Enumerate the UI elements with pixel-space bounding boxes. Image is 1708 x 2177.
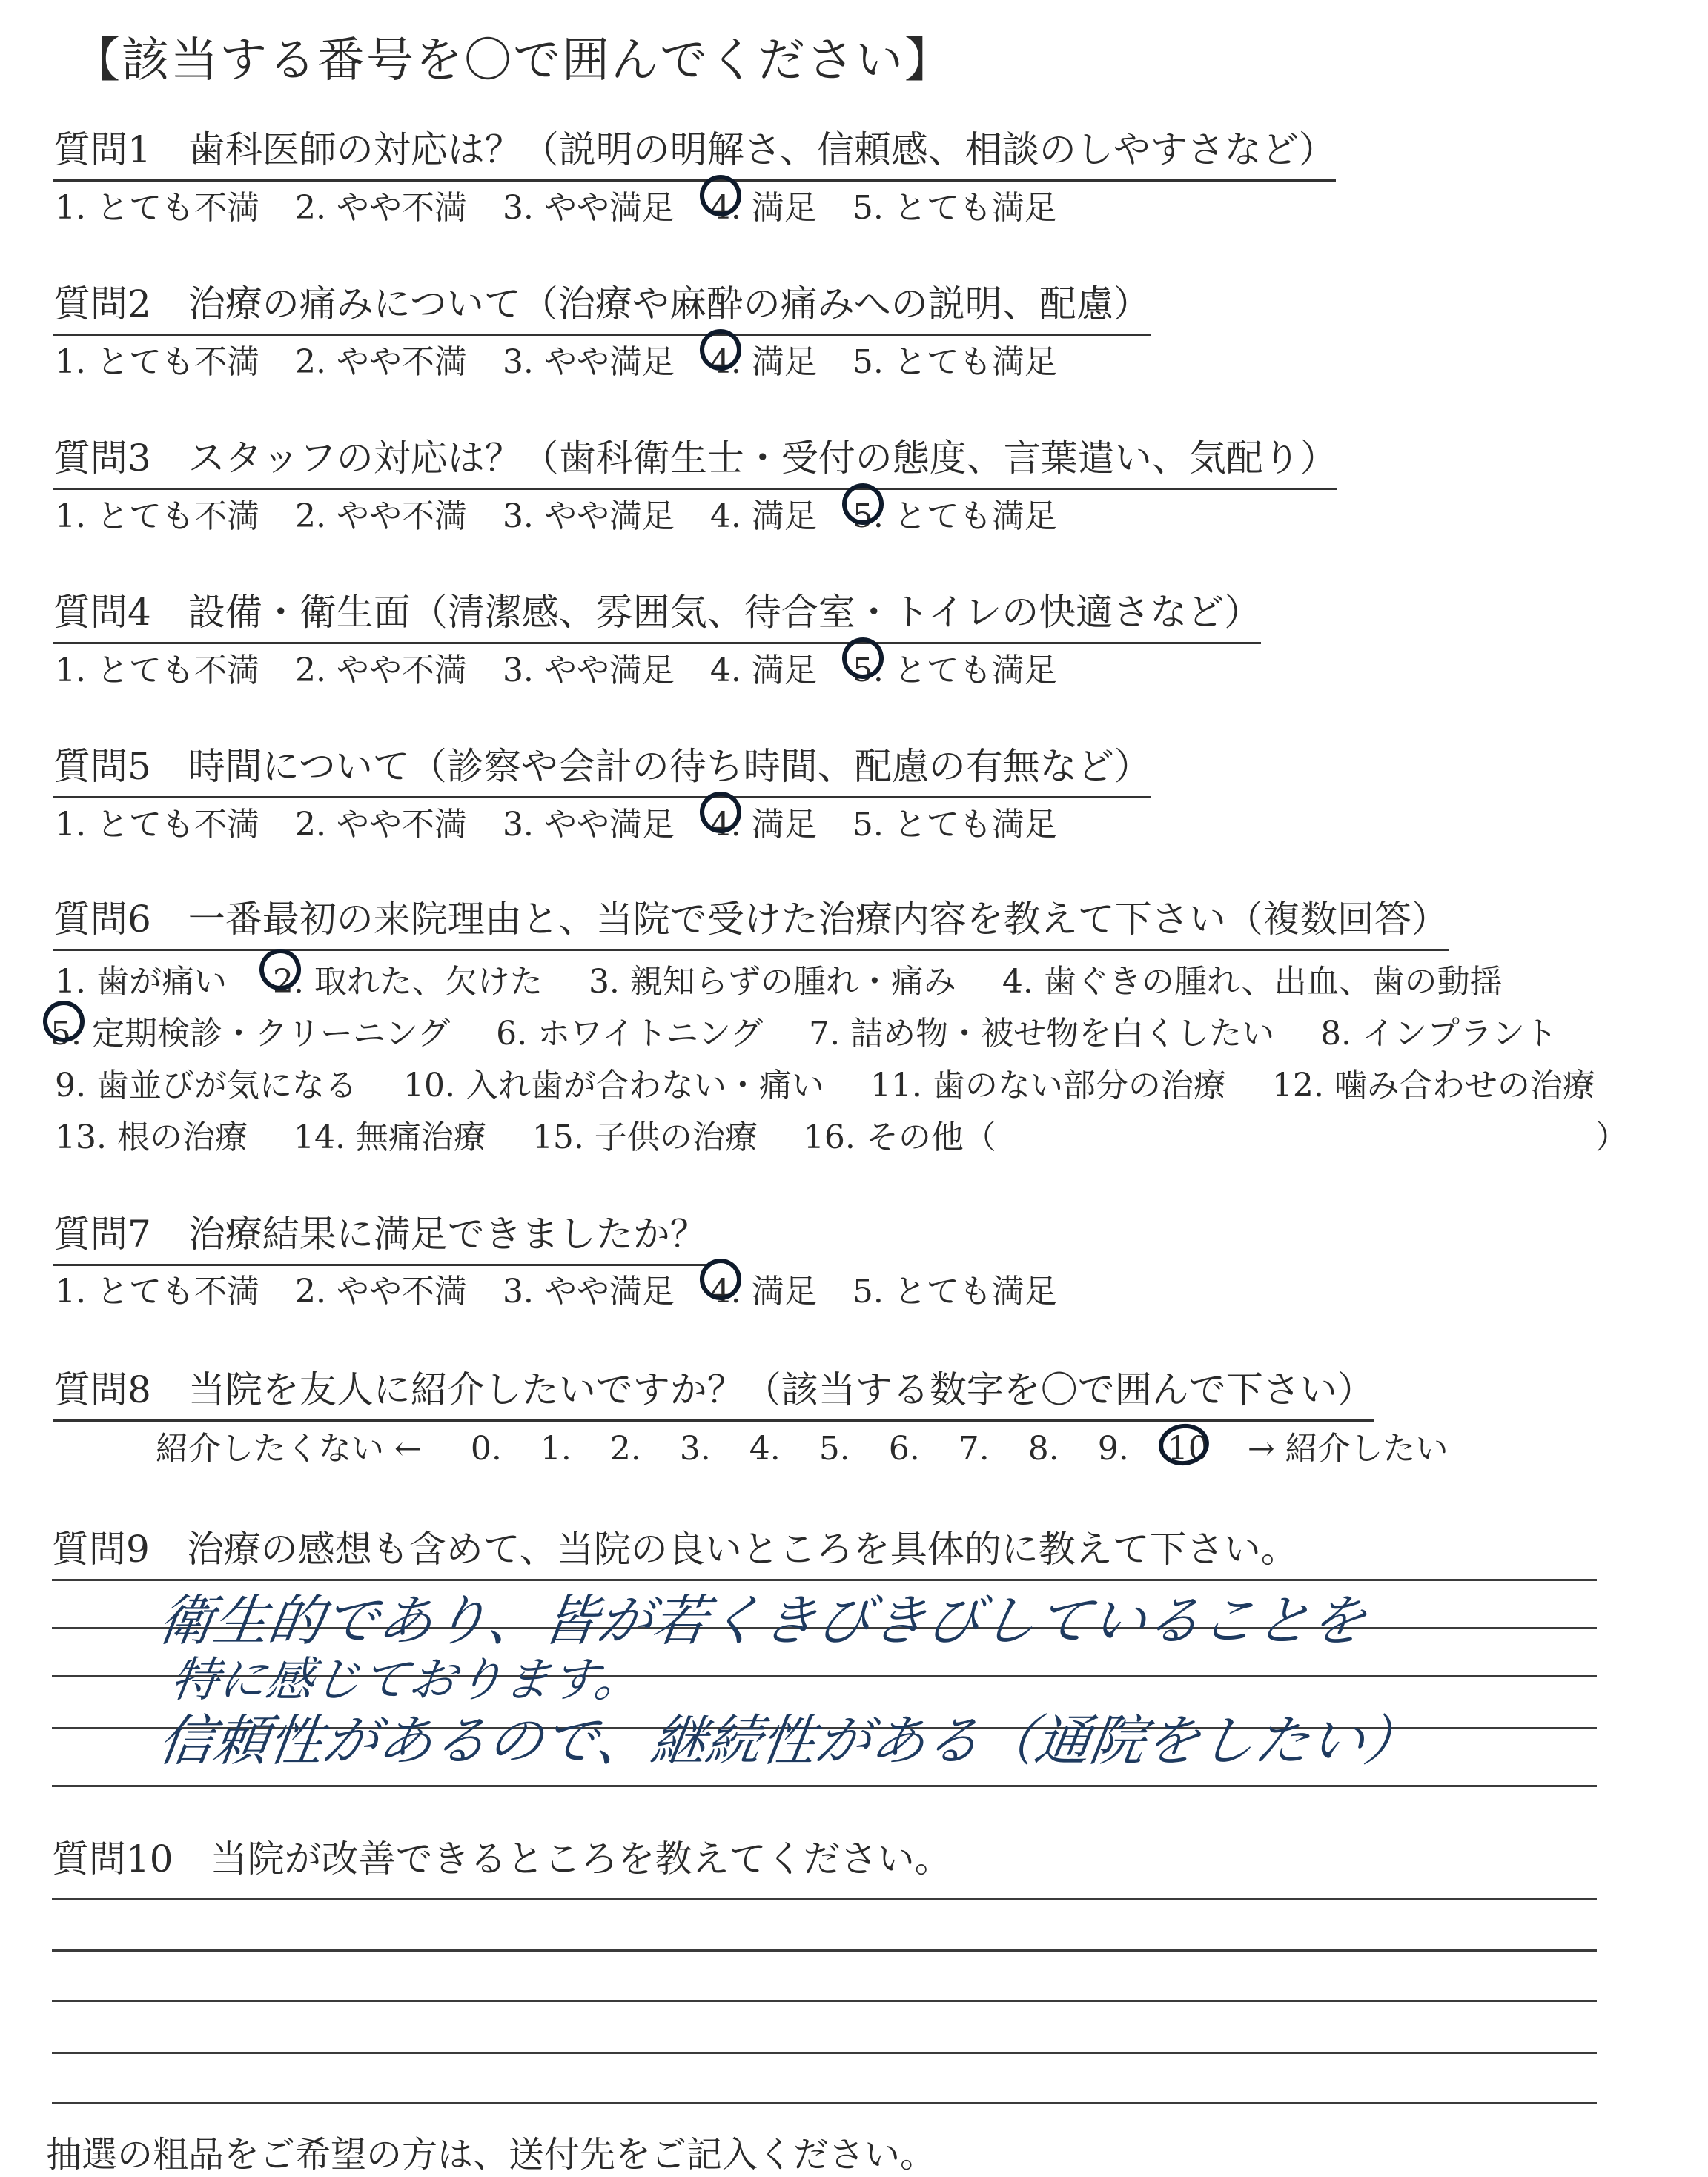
rating-option-1[interactable]: 1. とても不満 <box>55 652 259 689</box>
q5-label: 質問5 時間について（診察や会計の待ち時間、配慮の有無など） <box>53 737 1151 798</box>
rating-option-4[interactable]: 4. 満足 <box>710 181 817 228</box>
q6-line-1 <box>55 955 1538 1002</box>
q6-option-15[interactable]: 15. 子供の治療 <box>532 1119 758 1156</box>
ruled-line <box>52 1785 1597 1787</box>
q6-option-1[interactable]: 1. 歯が痛い <box>55 963 227 1001</box>
rating-option-1[interactable]: 1. とても不満 <box>55 343 259 381</box>
rating-option-5[interactable]: 5. とても満足 <box>853 489 1057 537</box>
q1-label: 質問1 歯科医師の対応は？（説明の明解さ、信頼感、相談のしやすさなど） <box>53 120 1336 182</box>
q9-label: 質問9 治療の感想も含めて、当院の良いところを具体的に教えて下さい。 <box>52 1528 1298 1571</box>
ruled-line <box>52 2102 1597 2104</box>
q4-label: 質問4 設備・衛生面（清潔感、雰囲気、待合室・トイレの快適さなど） <box>53 583 1261 644</box>
q6-line-3 <box>55 1058 1631 1106</box>
q6-line-4 <box>55 1110 1612 1158</box>
q8-score-1[interactable]: 1. <box>540 1430 572 1468</box>
q8-scale <box>156 1422 1487 1469</box>
q8-score-9[interactable]: 9. <box>1097 1430 1129 1468</box>
rating-option-2[interactable]: 2. やや不満 <box>294 497 467 535</box>
q6-option-12[interactable]: 12. 噛み合わせの治療 <box>1271 1067 1595 1104</box>
q8-score-5[interactable]: 5. <box>818 1430 850 1468</box>
ruled-line <box>52 1949 1597 1952</box>
q1-options <box>55 181 1093 228</box>
q7-label: 質問7 治療結果に満足できましたか？ <box>53 1205 707 1266</box>
q6-option-2[interactable]: 2. 取れた、欠けた <box>273 955 543 1002</box>
q2-options <box>55 335 1093 382</box>
q6-label: 質問6 一番最初の来院理由と、当院で受けた治療内容を教えて下さい（複数回答） <box>53 889 1449 951</box>
rating-option-2[interactable]: 2. やや不満 <box>294 806 467 844</box>
q3-label: 質問3 スタッフの対応は？（歯科衛生士・受付の態度、言葉遣い、気配り） <box>53 428 1337 490</box>
rating-option-2[interactable]: 2. やや不満 <box>294 343 467 381</box>
rating-option-3[interactable]: 3. やや満足 <box>502 343 675 381</box>
rating-option-4[interactable]: 4. 満足 <box>710 335 817 382</box>
q6-option-14[interactable]: 14. 無痛治療 <box>293 1119 486 1156</box>
ruled-line <box>52 2052 1597 2054</box>
rating-option-3[interactable]: 3. やや満足 <box>502 497 675 535</box>
q6-option-5[interactable]: 5. 定期検診・クリーニング <box>50 1007 450 1054</box>
form-title: 【該当する番号を〇で囲んでください】 <box>73 33 953 88</box>
rating-option-3[interactable]: 3. やや満足 <box>502 1273 675 1310</box>
rating-option-2[interactable]: 2. やや不満 <box>294 1273 467 1310</box>
rating-option-5[interactable]: 5. とても満足 <box>853 643 1057 691</box>
rating-option-5[interactable]: 5. とても満足 <box>852 806 1057 844</box>
q5-options <box>55 798 1093 845</box>
q8-right-label: → 紹介したい <box>1247 1430 1449 1468</box>
q2-label: 質問2 治療の痛みについて（治療や麻酔の痛みへの説明、配慮） <box>53 274 1151 336</box>
rating-option-1[interactable]: 1. とても不満 <box>55 189 259 227</box>
q6-option-4[interactable]: 4. 歯ぐきの腫れ、出血、歯の動揺 <box>1002 963 1503 1001</box>
q6-option-6[interactable]: 6. ホワイトニング <box>496 1015 764 1053</box>
rating-option-3[interactable]: 3. やや満足 <box>502 189 675 227</box>
q6-option-8[interactable]: 8. インプラント <box>1320 1015 1558 1053</box>
q6-option-7[interactable]: 7. 詰め物・被せ物を白くしたい <box>809 1015 1275 1053</box>
rating-option-4[interactable]: 4. 満足 <box>709 652 817 689</box>
rating-option-3[interactable]: 3. やや満足 <box>502 806 675 844</box>
rating-option-5[interactable]: 5. とても満足 <box>852 189 1057 227</box>
q8-score-3[interactable]: 3. <box>679 1430 711 1468</box>
q8-score-7[interactable]: 7. <box>958 1430 990 1468</box>
rating-option-3[interactable]: 3. やや満足 <box>502 652 675 689</box>
q9-handwriting-line-2: 特に感じております。 <box>167 1653 646 1708</box>
q8-score-10[interactable]: 10 <box>1168 1430 1209 1468</box>
rating-option-1[interactable]: 1. とても不満 <box>55 497 259 535</box>
q7-options <box>55 1265 1093 1312</box>
q4-options <box>55 643 1093 691</box>
footer-note: 抽選の粗品をご希望の方は、送付先をご記入ください。 <box>46 2134 936 2176</box>
q9-handwriting-line-3: 信頼性があるので、継続性がある（通院をしたい） <box>154 1709 1424 1773</box>
rating-option-5[interactable]: 5. とても満足 <box>852 343 1057 381</box>
q8-score-0[interactable]: 0. <box>470 1430 502 1468</box>
rating-option-4[interactable]: 4. 満足 <box>710 798 817 845</box>
rating-option-2[interactable]: 2. やや不満 <box>294 189 467 227</box>
q8-score-2[interactable]: 2. <box>609 1430 641 1468</box>
q3-options <box>55 489 1093 537</box>
q8-score-4[interactable]: 4. <box>749 1430 781 1468</box>
q8-label: 質問8 当院を友人に紹介したいですか？（該当する数字を〇で囲んで下さい） <box>53 1360 1374 1422</box>
rating-option-5[interactable]: 5. とても満足 <box>852 1273 1057 1310</box>
rating-option-1[interactable]: 1. とても不満 <box>55 806 259 844</box>
q10-label: 質問10 当院が改善できるところを教えてください。 <box>52 1838 952 1881</box>
rating-option-4[interactable]: 4. 満足 <box>710 1265 817 1312</box>
q6-option-3[interactable]: 3. 親知らずの腫れ・痛み <box>588 963 956 1001</box>
q8-score-8[interactable]: 8. <box>1027 1430 1059 1468</box>
q6-option-10[interactable]: 10. 入れ歯が合わない・痛い <box>403 1067 824 1104</box>
q6-option-16[interactable]: 16. その他（ <box>803 1119 996 1156</box>
rating-option-4[interactable]: 4. 満足 <box>709 497 817 535</box>
q6-other-close-paren: ） <box>1595 1119 1628 1156</box>
q8-left-label: 紹介したくない ← <box>156 1430 422 1468</box>
rating-option-2[interactable]: 2. やや不満 <box>294 652 467 689</box>
q6-option-11[interactable]: 11. 歯のない部分の治療 <box>870 1067 1226 1104</box>
q8-score-6[interactable]: 6. <box>888 1430 920 1468</box>
q6-line-2 <box>50 1007 1593 1054</box>
q9-handwriting-line-1: 衛生的であり、皆が若くきびきびしていることを <box>154 1589 1371 1653</box>
rating-option-1[interactable]: 1. とても不満 <box>55 1273 259 1310</box>
q6-option-9[interactable]: 9. 歯並びが気になる <box>55 1067 357 1104</box>
ruled-line <box>52 1898 1597 1900</box>
ruled-line <box>52 2000 1597 2002</box>
q6-option-13[interactable]: 13. 根の治療 <box>55 1119 248 1156</box>
